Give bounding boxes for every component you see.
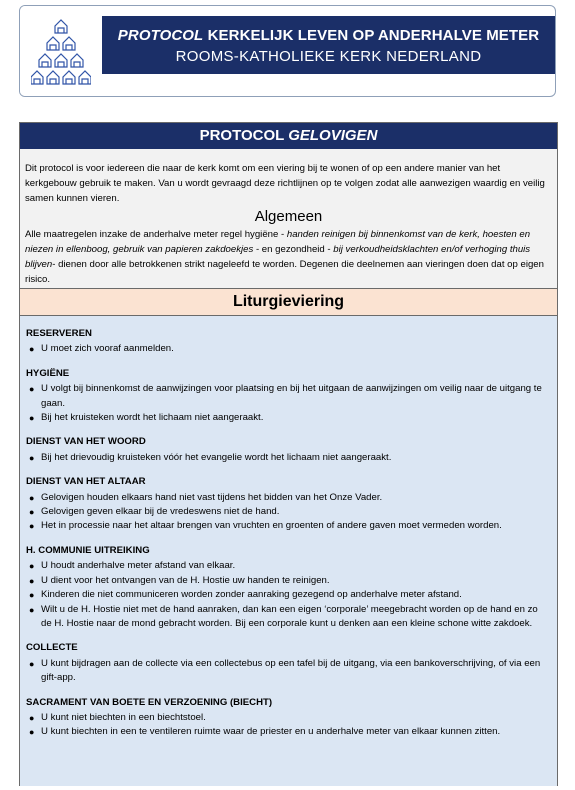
logo-element: [47, 71, 59, 84]
logo-element: [63, 71, 75, 84]
liturgie-sections: [20, 316, 557, 786]
list-item: [26, 603, 551, 632]
list-item: [26, 451, 551, 465]
protocol-heading-normal: PROTOCOL: [199, 127, 289, 144]
liturgie-heading: Liturgieviering: [20, 289, 557, 316]
logo-element: [71, 54, 83, 67]
list-item-text: U kunt biechten in een te ventileren ruimte waar de priester en u anderhalve meter van elkaar kunnen zitten.: [41, 726, 501, 738]
page-title: [102, 27, 555, 44]
logo: [20, 6, 102, 96]
list-item: [26, 505, 551, 519]
header: [19, 5, 556, 97]
bullet-dot-icon: ●: [29, 492, 35, 503]
section-title: COLLECTE: [26, 642, 78, 654]
logo-element: [47, 37, 59, 50]
bullet-dot-icon: ●: [29, 561, 35, 572]
page-title-rest: KERKELIJK LEVEN OP ANDERHALVE METER: [203, 27, 540, 44]
list-item-text: Bij het drievoudig kruisteken vóór het evangelie wordt het lichaam niet aangeraakt.: [41, 451, 392, 463]
bullet-list: [26, 491, 551, 534]
algemeen-heading: Algemeen: [254, 208, 323, 225]
list-item-text: Het in processie naar het altaar brengen van vruchten en groenten of andere gaven moet vermeden worden.: [41, 520, 502, 532]
list-item: [26, 588, 551, 602]
algemeen-text-5: - dienen door alle betrokkenen strikt nageleefd te worden. Degenen die deelnemen aan vieringen doen dat op eigen risico.: [25, 259, 544, 285]
bullet-list: [26, 559, 551, 631]
bullet-list: [26, 451, 551, 465]
bullet-dot-icon: ●: [29, 521, 35, 532]
section-title: DIENST VAN HET WOORD: [26, 436, 146, 448]
protocol-heading: [20, 123, 557, 149]
logo-element: [31, 71, 43, 84]
bullet-dot-icon: ●: [29, 575, 35, 586]
list-item-text: U kunt niet biechten in een biechtstoel.: [41, 711, 206, 723]
list-item-text: U kunt bijdragen aan de collecte via een collectebus op een tafel bij de uitgang, via een bankoverschrijving, of via een gift-app.: [41, 657, 541, 684]
bullet-dot-icon: ●: [29, 658, 35, 669]
bullet-dot-icon: ●: [29, 413, 35, 424]
bullet-dot-icon: ●: [29, 727, 35, 738]
list-item: [26, 657, 551, 686]
logo-element: [55, 54, 67, 67]
section-title: RESERVEREN: [26, 328, 92, 339]
list-item: [26, 574, 551, 588]
bullet-dot-icon: ●: [29, 507, 35, 518]
section-title: H. COMMUNIE UITREIKING: [26, 544, 150, 556]
list-item-text: U volgt bij binnenkomst de aanwijzingen voor plaatsing en bij het uitgaan de aanwijzingen om veilig naar de uitgang te gaan.: [41, 383, 542, 409]
logo-element: [79, 71, 91, 84]
bullet-dot-icon: ●: [29, 384, 35, 395]
list-item: [26, 711, 551, 725]
logo-element: [55, 20, 67, 33]
bullet-dot-icon: ●: [29, 452, 35, 463]
algemeen-text-3: - en gezondheid -: [253, 244, 334, 255]
list-item: [26, 382, 551, 411]
protocol-heading-italic: GELOVIGEN: [288, 127, 378, 144]
bullet-dot-icon: ●: [29, 344, 35, 355]
bullet-dot-icon: ●: [29, 712, 35, 723]
title-band: [102, 16, 555, 74]
algemeen-paragraph: [25, 227, 552, 287]
bullet-list: [26, 342, 551, 356]
section-title: DIENST VAN HET ALTAAR: [26, 476, 146, 488]
page-subtitle: ROOMS-KATHOLIEKE KERK NEDERLAND: [175, 48, 482, 65]
intro-paragraph: Dit protocol is voor iedereen die naar de kerk komt om een viering bij te wonen of op een andere manier van het kerkgebouw gebruik te maken. Van u wordt gevraagd deze richtlijnen op te volgen zodat alle aanwezigen waardig en veilig samen kunnen vieren.: [25, 163, 545, 204]
list-item-text: Gelovigen houden elkaars hand niet vast tijdens het bidden van het Onze Vader.: [41, 491, 383, 503]
bullet-list: [26, 657, 551, 686]
list-item-text: Bij het kruisteken wordt het lichaam niet aangeraakt.: [41, 412, 264, 424]
logo-element: [63, 37, 75, 50]
bullet-list: [26, 711, 551, 740]
list-item-text: U moet zich vooraf aanmelden.: [41, 343, 174, 355]
section-title: SACRAMENT VAN BOETE EN VERZOENING (BIECHT): [26, 696, 273, 708]
bullet-dot-icon: ●: [29, 590, 35, 601]
church-logo-icon: [31, 14, 91, 88]
algemeen-text-1: Alle maatregelen inzake de anderhalve meter regel hygiëne -: [25, 229, 287, 240]
list-item: [26, 519, 551, 533]
intro-section: [20, 149, 557, 289]
protocol-box: [19, 122, 558, 786]
logo-element: [39, 54, 51, 67]
list-item: [26, 491, 551, 505]
list-item-text: U dient voor het ontvangen van de H. Hostie uw handen te reinigen.: [41, 574, 330, 586]
list-item-text: Gelovigen geven elkaar bij de vredeswens niet de hand.: [41, 506, 280, 518]
bullet-dot-icon: ●: [29, 604, 35, 615]
list-item-text: Wilt u de H. Hostie niet met de hand aanraken, dan kan een eigen ‘corporale’ meegebracht worden op de hand en zo de H. Hostie naar de mond gebracht worden. Bij een corporale kunt u denken aan een kleine schone witte zakdoek.: [41, 603, 538, 629]
list-item: [26, 411, 551, 425]
algemeen-text-4: bij verkoudheidsklachten en/of verhoging thuis blijven: [25, 244, 531, 270]
algemeen-text-2: handen reinigen bij binnenkomst van de kerk, hoesten en niezen in ellenboog, gebruik van papieren zakdoekjes: [25, 229, 531, 255]
bullet-list: [26, 382, 551, 425]
list-item: [26, 342, 551, 356]
list-item: [26, 725, 551, 739]
section-title: HYGIËNE: [26, 367, 70, 379]
list-item-text: U houdt anderhalve meter afstand van elkaar.: [41, 560, 236, 572]
page-title-italic: PROTOCOL: [117, 27, 204, 44]
list-item-text: Kinderen die niet communiceren worden zonder aanraking gezegend op anderhalve meter afstand.: [41, 589, 462, 601]
list-item: [26, 559, 551, 573]
